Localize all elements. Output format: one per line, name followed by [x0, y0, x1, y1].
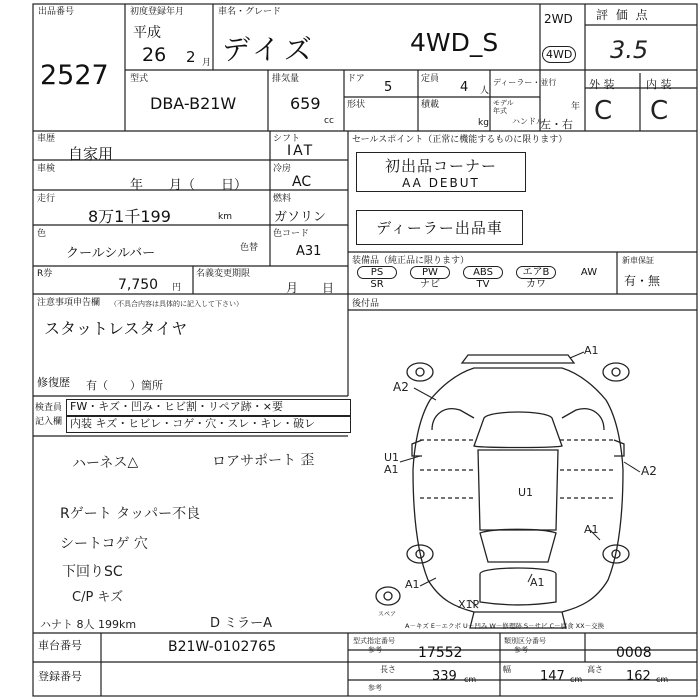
length-label: 長さ	[380, 665, 396, 674]
dealer-import-label: ディーラー・並行	[493, 78, 557, 87]
sales-point-label: セールスポイント（正常に機能するものに限ります）	[352, 135, 568, 145]
dealer-listed-badge: ディーラー出品車	[356, 210, 523, 245]
doors: 5	[384, 80, 393, 95]
title-transfer-label: 名義変更期限	[196, 269, 251, 279]
model-code: DBA-B21W	[150, 94, 237, 113]
grade: 4WD_S	[410, 28, 499, 57]
doors-label: ドア	[347, 74, 365, 84]
notes-label: 注意事項申告欄	[37, 298, 101, 308]
lot-number: 2527	[40, 60, 109, 91]
interior-score: C	[650, 96, 669, 126]
height-value: 162	[626, 669, 651, 684]
first-registration-label: 初度登録年月	[130, 7, 185, 17]
fuel-type: ガソリン	[274, 210, 327, 225]
width-unit: cm	[570, 675, 583, 684]
displacement: 659	[290, 94, 321, 113]
class-number-ref: 参考	[514, 646, 528, 654]
height-unit: cm	[656, 675, 669, 684]
aftermarket-label: 後付品	[352, 299, 380, 309]
chassis-number-label: 車台番号	[38, 639, 82, 652]
fuel-label: 燃料	[273, 194, 292, 204]
handwritten-note: ロアサポート 歪	[211, 452, 315, 470]
handwritten-note: ハーネス△	[71, 453, 139, 473]
equipment-item: PS SR	[352, 266, 402, 294]
handwritten-note: Rゲート タッパー不良	[60, 506, 201, 522]
model-year-label: モデル 年式	[493, 99, 514, 115]
load-label: 積載	[421, 100, 440, 110]
model-label: 型式	[130, 74, 149, 84]
damage-marker: A2	[641, 464, 657, 478]
score-label: 評 価 点	[596, 8, 650, 22]
body-shape-label: 形状	[347, 100, 366, 110]
damage-marker: X1P	[458, 598, 480, 611]
new-car-warranty-label: 新車保証	[622, 256, 654, 265]
color-label: 色	[37, 229, 47, 239]
class-number: 0008	[616, 645, 652, 661]
registration-year: 26	[142, 44, 167, 66]
drive-4wd-circled: 4WD	[542, 46, 576, 63]
capacity-unit: 人	[480, 86, 490, 96]
length-value: 339	[432, 669, 457, 684]
displacement-label: 排気量	[272, 74, 300, 84]
exterior-label: 外 装	[589, 78, 615, 91]
car-name: デイズ	[222, 33, 316, 66]
era: 平成	[133, 25, 161, 41]
height-label: 高さ	[587, 665, 603, 674]
type-cert-ref: 参考	[368, 646, 382, 654]
damage-marker: A1	[584, 344, 599, 357]
load-unit: kg	[478, 118, 489, 128]
transmission: IAT	[287, 143, 315, 159]
color-code-label: 色コード	[273, 229, 310, 239]
mileage-label: 走行	[37, 194, 56, 204]
handwritten-note: シートコゲ 穴	[60, 536, 148, 552]
mileage-unit: km	[218, 212, 232, 222]
body-color: クールシルバー	[66, 246, 156, 261]
type-cert-label: 型式指定番号	[353, 637, 395, 645]
shaken-date: 年 月（ 日）	[130, 178, 248, 193]
equipment-item: ABS TV	[458, 266, 508, 294]
year-unit: 年	[571, 102, 581, 112]
class-number-label: 類別区分番号	[504, 637, 546, 645]
repair-history-label: 修復歴	[37, 376, 70, 389]
vehicle-use: 自家用	[68, 145, 114, 163]
inspector-interior-row: 内装 キズ・ヒビレ・コゲ・穴・スレ・キレ・破レ	[66, 416, 351, 433]
length-unit: cm	[464, 675, 477, 684]
ac-label: 冷房	[273, 164, 292, 174]
capacity-label: 定員	[421, 74, 440, 84]
handwritten-note: ハナト 8人 199km	[40, 618, 137, 631]
exterior-score: C	[594, 96, 613, 126]
handwritten-note: C/P キズ	[72, 590, 124, 605]
damage-marker: A1	[530, 576, 545, 589]
aa-debut-text: AA DEBUT	[402, 176, 480, 190]
chassis-number: B21W-0102765	[168, 639, 277, 655]
repaint-label: 色替	[240, 243, 259, 253]
shift-label: シフト	[273, 134, 301, 144]
spare-tire-label: スペア	[378, 611, 397, 618]
air-conditioning: AC	[292, 174, 312, 190]
title-transfer-date: 月 日	[286, 281, 335, 295]
damage-marker: A2	[393, 380, 409, 394]
drive-2wd: 2WD	[544, 12, 573, 26]
equipment-item: エアB カワ	[511, 266, 561, 294]
registration-number-label: 登録番号	[38, 670, 82, 683]
steering-side: 左・右	[540, 118, 573, 131]
damage-marker: A1	[584, 523, 599, 536]
handwritten-note: D ミラーA	[210, 616, 273, 631]
equipment-item: AW	[580, 267, 598, 278]
dims-ref: 参考	[368, 684, 382, 692]
interior-label: 内 装	[646, 78, 672, 91]
equipment-item: PW ナビ	[405, 266, 455, 294]
vehicle-use-label: 車歴	[37, 134, 56, 144]
mileage: 8万1千199	[88, 207, 171, 226]
notes-text: スタットレスタイヤ	[44, 319, 188, 338]
inspector-label-1: 検査員	[35, 403, 63, 413]
shaken-label: 車検	[37, 164, 56, 174]
registration-month: 2	[186, 48, 196, 66]
inspector-exterior-row: FW・キズ・凹み・ヒビ割・リペア跡・×要	[66, 399, 351, 416]
recycle-unit: 円	[172, 283, 182, 293]
handwritten-note: 下回りSC	[62, 564, 123, 580]
displacement-unit: cc	[324, 116, 334, 126]
damage-legend: A－キズ E－エクボ U－凹み W－修理跡 S－サビ C－腐食 XX－交換	[405, 622, 605, 630]
recycle-fee: 7,750	[118, 277, 159, 293]
type-cert-number: 17552	[418, 645, 463, 661]
color-code: A31	[296, 244, 322, 259]
inspector-label-2: 記入欄	[35, 417, 63, 427]
overall-score: 3.5	[610, 36, 649, 64]
new-car-warranty: 有・無	[624, 274, 661, 288]
capacity: 4	[460, 80, 469, 95]
car-name-label: 車名・グレード	[218, 7, 282, 17]
month-unit: 月	[202, 58, 212, 68]
damage-marker: U1	[518, 486, 534, 499]
first-listing-text: 初出品コーナー	[384, 157, 497, 175]
repair-history: 有（ ）箇所	[86, 379, 163, 392]
width-label: 幅	[503, 665, 511, 674]
equipment-label: 装備品（純正品に限ります）	[352, 256, 470, 266]
damage-marker: U1 A1	[384, 451, 400, 476]
damage-marker: A1	[405, 578, 420, 591]
lot-number-label: 出品番号	[38, 7, 75, 17]
recycle-label: R券	[37, 269, 53, 279]
notes-sublabel: （不具合内容は具体的に記入して下さい）	[110, 300, 243, 308]
width-value: 147	[540, 669, 565, 684]
steering-label: ハンドル	[512, 117, 544, 126]
